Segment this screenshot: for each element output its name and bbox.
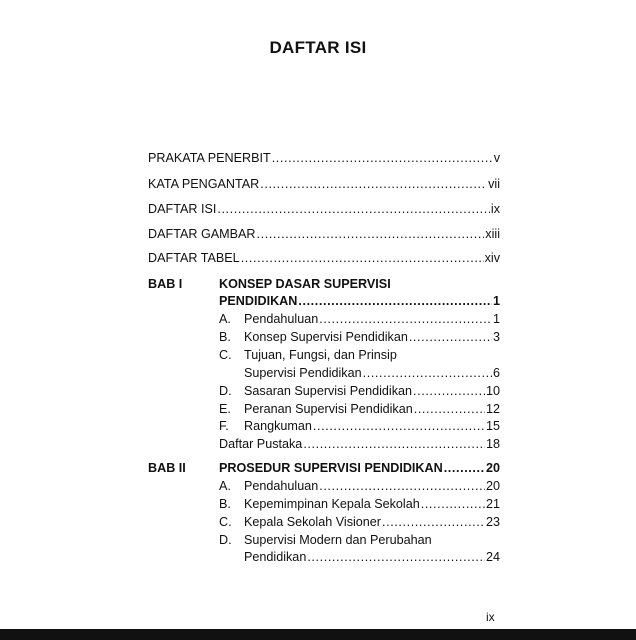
bibliography-page: 18	[485, 437, 500, 451]
section-label: Kepala Sekolah Visioner	[244, 515, 381, 529]
chapter-title: PROSEDUR SUPERVISI PENDIDIKAN	[219, 461, 443, 475]
bottom-edge-bar	[0, 629, 636, 640]
section-page: 12	[485, 402, 500, 416]
section-letter: B.	[219, 330, 231, 344]
toc-entry-label: DAFTAR GAMBAR	[148, 227, 256, 241]
section-page: 3	[492, 330, 500, 344]
section-page: 6	[492, 366, 500, 380]
bibliography-label: Daftar Pustaka	[219, 437, 303, 451]
leader-dots	[303, 436, 485, 452]
chapter-title: KONSEP DASAR SUPERVISI	[219, 277, 391, 291]
section-label: Pendahuluan	[244, 312, 319, 326]
chapter-page: 20	[485, 461, 500, 475]
toc-entry-page: v	[493, 151, 500, 165]
leader-dots	[298, 293, 492, 309]
toc-entry-page: xiii	[485, 227, 500, 241]
section-letter: F.	[219, 419, 229, 433]
toc-section	[244, 514, 500, 530]
section-label: Sasaran Supervisi Pendidikan	[244, 384, 413, 398]
page-title: DAFTAR ISI	[269, 38, 367, 57]
leader-dots	[257, 226, 485, 242]
toc-section	[244, 478, 500, 494]
toc-section	[244, 401, 500, 417]
section-label: Pendidikan	[244, 550, 307, 564]
toc-entry	[148, 201, 500, 217]
section-label-line: Tujuan, Fungsi, dan Prinsip	[244, 348, 397, 362]
toc-entry-label: DAFTAR ISI	[148, 202, 217, 216]
toc-section	[244, 549, 500, 565]
leader-dots	[409, 329, 492, 345]
toc-entry-page: ix	[490, 202, 500, 216]
section-label: Peranan Supervisi Pendidikan	[244, 402, 413, 416]
toc-entry-label: DAFTAR TABEL	[148, 251, 240, 265]
chapter-title-entry	[219, 293, 500, 309]
leader-dots	[444, 460, 485, 476]
section-page: 24	[485, 550, 500, 564]
toc-bibliography	[219, 436, 500, 452]
toc-section	[244, 496, 500, 512]
toc-section	[244, 365, 500, 381]
section-label-line: Supervisi Modern dan Perubahan	[244, 533, 432, 547]
section-letter: C.	[219, 348, 232, 362]
section-page: 15	[485, 419, 500, 433]
chapter-title-entry	[219, 460, 500, 476]
section-label: Konsep Supervisi Pendidikan	[244, 330, 408, 344]
chapter-title-line: PENDIDIKAN	[219, 294, 298, 308]
toc-entry-label: KATA PENGANTAR	[148, 177, 260, 191]
chapter-number: BAB II	[148, 461, 186, 475]
leader-dots	[421, 496, 485, 512]
toc-entry	[148, 150, 500, 166]
leader-dots	[217, 201, 490, 217]
chapter-number: BAB I	[148, 277, 183, 291]
leader-dots	[363, 365, 492, 381]
toc-entry	[148, 226, 500, 242]
toc-section	[244, 329, 500, 345]
section-label: Rangkuman	[244, 419, 312, 433]
toc-entry-label: PRAKATA PENERBIT	[148, 151, 271, 165]
leader-dots	[382, 514, 485, 530]
section-letter: A.	[219, 479, 231, 493]
section-label: Supervisi Pendidikan	[244, 366, 362, 380]
section-letter: A.	[219, 312, 231, 326]
section-label: Kepemimpinan Kepala Sekolah	[244, 497, 420, 511]
section-page: 1	[492, 312, 500, 326]
section-letter: E.	[219, 402, 231, 416]
leader-dots	[260, 176, 487, 192]
leader-dots	[413, 383, 485, 399]
section-page: 10	[485, 384, 500, 398]
toc-entry	[148, 250, 500, 266]
leader-dots	[307, 549, 485, 565]
chapter-page: 1	[492, 294, 500, 308]
leader-dots	[319, 478, 485, 494]
section-letter: D.	[219, 533, 232, 547]
leader-dots	[272, 150, 493, 166]
section-page: 20	[485, 479, 500, 493]
toc-section	[244, 311, 500, 327]
toc-entry-page: vii	[488, 177, 500, 191]
toc-entry-page: xiv	[484, 251, 500, 265]
toc-entry	[148, 176, 500, 192]
section-page: 23	[485, 515, 500, 529]
toc-section	[244, 383, 500, 399]
section-label: Pendahuluan	[244, 479, 319, 493]
section-page: 21	[485, 497, 500, 511]
leader-dots	[241, 250, 484, 266]
toc-section	[244, 418, 500, 434]
page-number: ix	[486, 610, 495, 624]
leader-dots	[319, 311, 492, 327]
section-letter: D.	[219, 384, 232, 398]
section-letter: B.	[219, 497, 231, 511]
leader-dots	[414, 401, 485, 417]
section-letter: C.	[219, 515, 232, 529]
leader-dots	[313, 418, 485, 434]
